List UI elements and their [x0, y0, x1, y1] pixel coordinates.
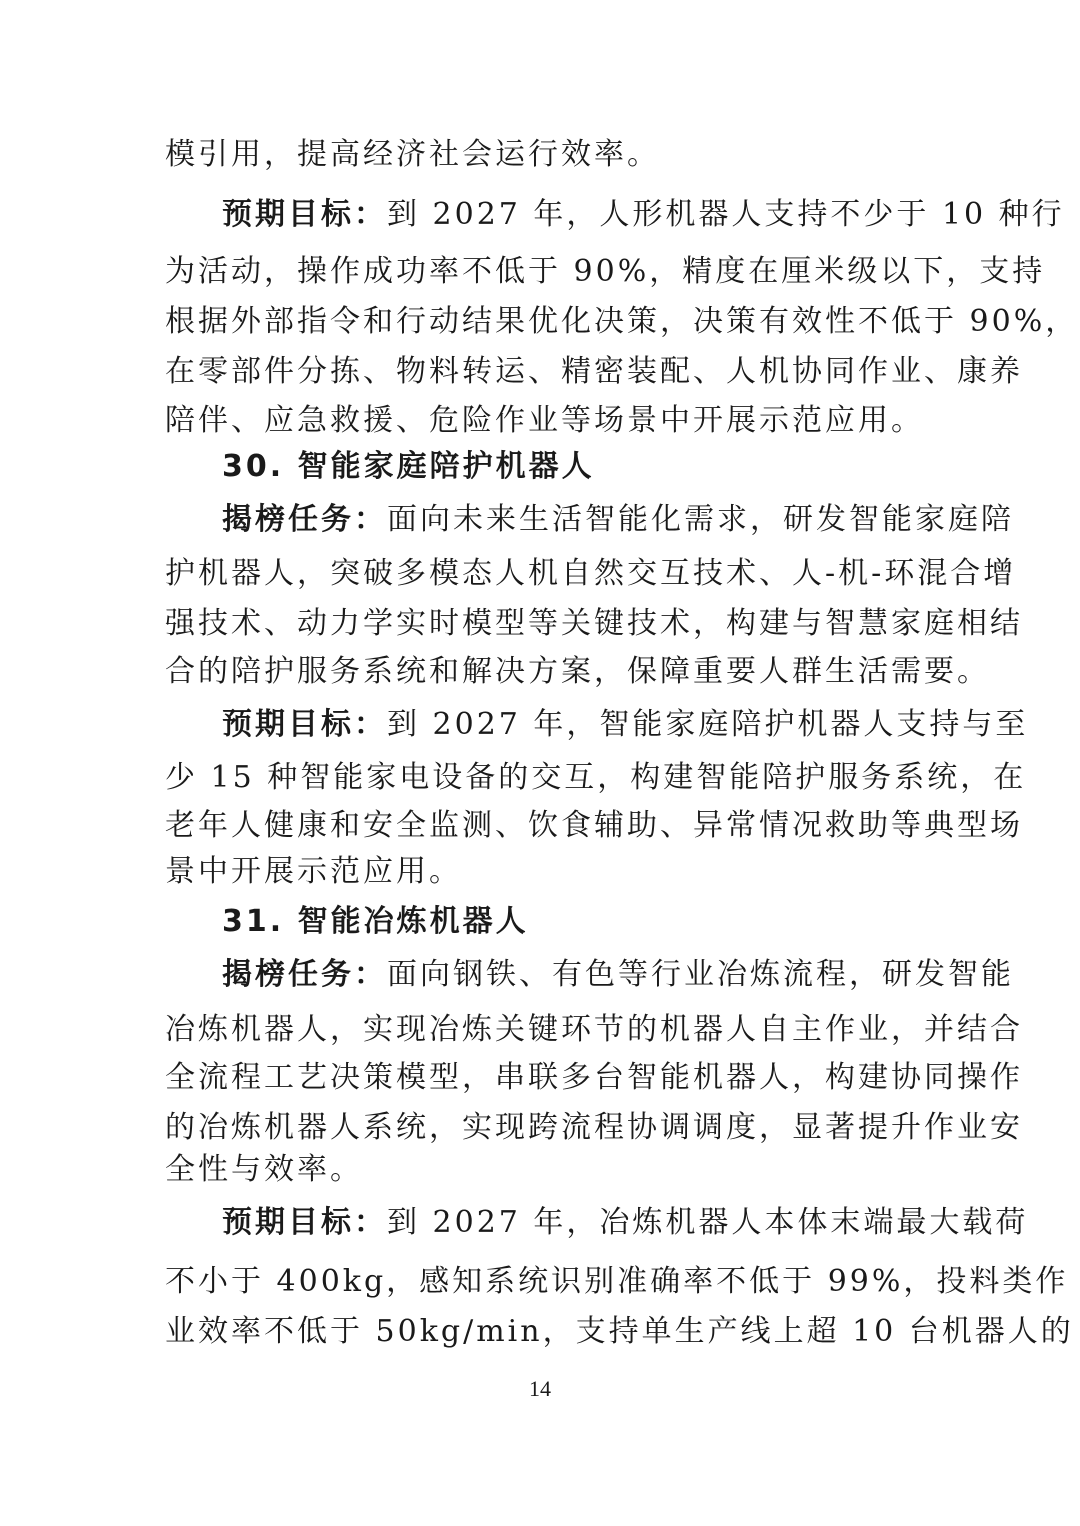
paragraph-line: 模引用，提高经济社会运行效率。: [165, 137, 660, 172]
goal-paragraph-line: [222, 705, 1029, 745]
paragraph-line: 全流程工艺决策模型，串联多台智能机器人，构建协同操作: [165, 1060, 1023, 1095]
paragraph-line: 的冶炼机器人系统，实现跨流程协调调度，显著提升作业安: [165, 1110, 1023, 1145]
paragraph-line: 业效率不低于 50kg/min，支持单生产线上超 10 台机器人的: [165, 1314, 1074, 1349]
task-paragraph-line: [222, 955, 1014, 995]
goal-label: 预期目标：: [222, 197, 387, 232]
section-heading: 30. 智能家庭陪护机器人: [222, 449, 595, 484]
goal-paragraph-line: [222, 195, 1065, 235]
section-heading: 31. 智能冶炼机器人: [222, 904, 529, 939]
paragraph-line: 在零部件分拣、物料转运、精密装配、人机协同作业、康养: [165, 354, 1023, 389]
goal-paragraph-line: [222, 1203, 1029, 1243]
paragraph-line: 老年人健康和安全监测、饮食辅助、异常情况救助等典型场: [165, 808, 1023, 843]
paragraph-line: 根据外部指令和行动结果优化决策，决策有效性不低于 90%，: [165, 304, 1079, 339]
goal-label: 预期目标：: [222, 1205, 387, 1240]
task-text: 面向未来生活智能化需求，研发智能家庭陪: [387, 502, 1014, 537]
paragraph-line: 冶炼机器人，实现冶炼关键环节的机器人自主作业，并结合: [165, 1012, 1023, 1047]
goal-text: 到 2027 年，智能家庭陪护机器人支持与至: [387, 707, 1029, 742]
paragraph-line: 为活动，操作成功率不低于 90%，精度在厘米级以下，支持: [165, 254, 1046, 289]
paragraph-line: 全性与效率。: [165, 1152, 363, 1187]
goal-text: 到 2027 年，冶炼机器人本体末端最大载荷: [387, 1205, 1029, 1240]
paragraph-line: 强技术、动力学实时模型等关键技术，构建与智慧家庭相结: [165, 606, 1023, 641]
goal-text: 到 2027 年，人形机器人支持不少于 10 种行: [387, 197, 1065, 232]
goal-label: 预期目标：: [222, 707, 387, 742]
paragraph-line: 护机器人，突破多模态人机自然交互技术、人-机-环混合增: [165, 556, 1017, 591]
paragraph-line: 景中开展示范应用。: [165, 854, 462, 889]
paragraph-line: 不小于 400kg，感知系统识别准确率不低于 99%，投料类作: [165, 1264, 1069, 1299]
task-text: 面向钢铁、有色等行业冶炼流程，研发智能: [387, 957, 1014, 992]
task-paragraph-line: [222, 500, 1014, 540]
task-label: 揭榜任务：: [222, 502, 387, 537]
paragraph-line: 陪伴、应急救援、危险作业等场景中开展示范应用。: [165, 403, 924, 438]
page-number: 14: [529, 1376, 551, 1401]
task-label: 揭榜任务：: [222, 957, 387, 992]
paragraph-line: 少 15 种智能家电设备的交互，构建智能陪护服务系统，在: [165, 760, 1027, 795]
paragraph-line: 合的陪护服务系统和解决方案，保障重要人群生活需要。: [165, 654, 990, 689]
